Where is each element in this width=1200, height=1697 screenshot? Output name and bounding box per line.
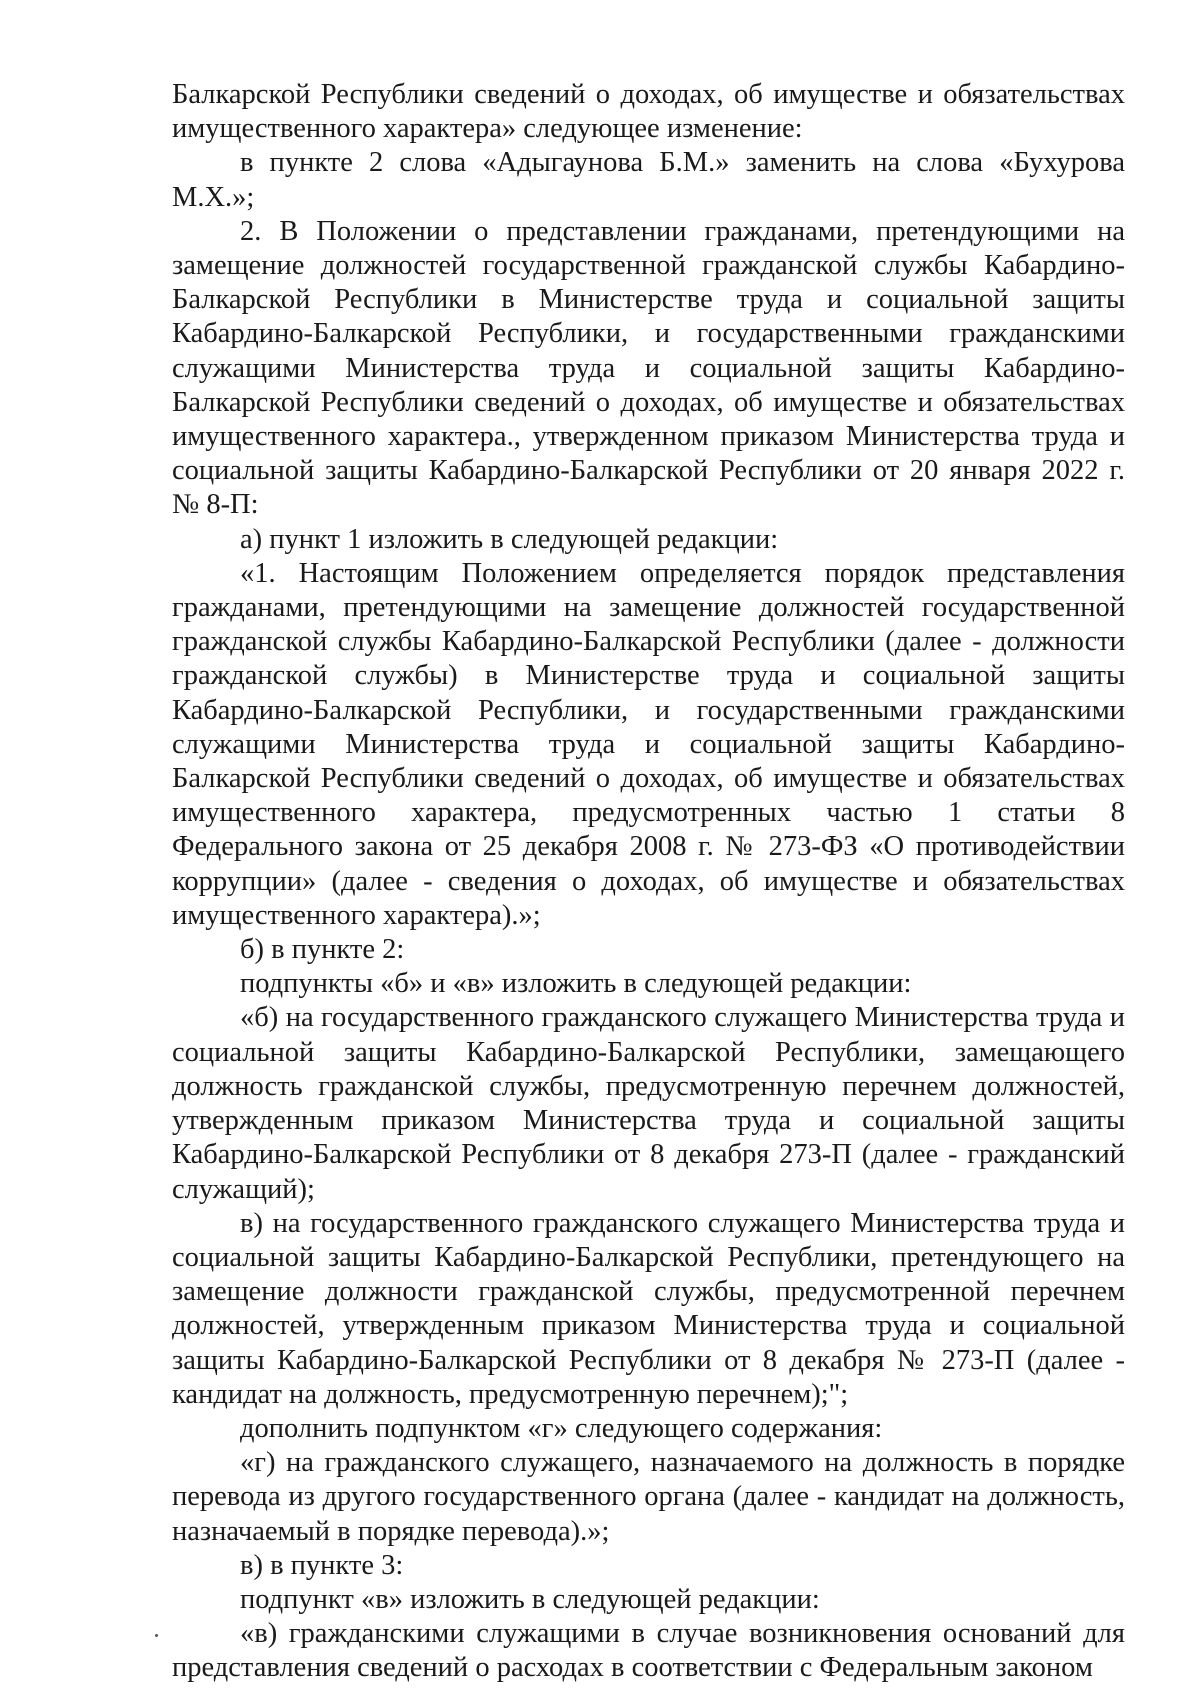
paragraph-subitem-a: а) пункт 1 изложить в следующей редакции: <box>240 523 779 555</box>
paragraph-subitem-g-text: «г) на гражданского служащего, назначаемого на должность в порядке перевода из другого государственного органа (далее - кандидат на должность, назначаемый в порядке перевода).»; <box>172 1447 1125 1547</box>
paragraph-subitems-intro: подпункты «б» и «в» изложить в следующей редакции: <box>240 968 912 1000</box>
paragraph-subitem-v-item-3-text: «в) гражданскими служащими в случае возникновения оснований для представления сведений о расходах в соответствии с Федеральным законом <box>172 1618 1125 1684</box>
paragraph-item-2-replacement: в пункте 2 слова «Адыгаунова Б.М.» заменить на слова «Бухурова М.Х.»; <box>172 147 1125 213</box>
paragraph-continuation: Балкарской Республики сведений о доходах, об имуществе и обязательствах имущественного характера» следующее изменение: <box>172 79 1125 145</box>
paragraph-subitem-v-text: в) на государственного гражданского служащего Министерства труда и социальной защиты Кабардино-Балкарской Республики, претендующего на замещение должности гражданской службы, предусмотренной перечнем должностей, утвержденным приказом Министерства труда и социальной защиты Кабардино-Балкарской Республики от 8 декабря № 273-П (далее - кандидат на должность, предусмотренную перечнем);"; <box>172 1207 1125 1410</box>
scan-artifact-dot <box>155 1634 158 1637</box>
paragraph-add-subitem-g: дополнить подпунктом «г» следующего содержания: <box>240 1412 883 1444</box>
paragraph-subitem-b: б) в пункте 2: <box>240 934 405 966</box>
paragraph-subitem-b-text: «б) на государственного гражданского служащего Министерства труда и социальной защиты Кабардино-Балкарской Республики, замещающего должность гражданской службы, предусмотренную перечнем должностей, утвержденным приказом Министерства труда и социальной защиты Кабардино-Балкарской Республики от 8 декабря 273-П (далее - гражданский служащий); <box>172 1002 1125 1205</box>
paragraph-section-2: 2. В Положении о представлении гражданами, претендующими на замещение должностей государственной гражданской службы Кабардино-Балкарской Республики в Министерстве труда и социальной защиты Кабардино-Балкарской Республики, и государственными гражданскими служащими Министерства труда и социальной защиты Кабардино-Балкарской Республики сведений о доходах, об имуществе и обязательствах имущественного характера., утвержденном приказом Министерства труда и социальной защиты Кабардино-Балкарской Республики от 20 января 2022 г. № 8-П: <box>172 215 1125 521</box>
document-body <box>172 78 1125 1686</box>
paragraph-item-1-text: «1. Настоящим Положением определяется порядок представления гражданами, претендующими на замещение должностей государственной гражданской службы Кабардино-Балкарской Республики (далее - должности гражданской службы) в Министерстве труда и социальной защиты Кабардино-Балкарской Республики, и государственными гражданскими служащими Министерства труда и социальной защиты Кабардино-Балкарской Республики сведений о доходах, об имуществе и обязательствах имущественного характера, предусмотренных частью 1 статьи 8 Федерального закона от 25 декабря 2008 г. № 273-ФЗ «О противодействии коррупции» (далее - сведения о доходах, об имуществе и обязательствах имущественного характера).»; <box>172 557 1125 931</box>
paragraph-subitem-v-intro: подпункт «в» изложить в следующей редакции: <box>240 1583 820 1615</box>
paragraph-subitem-v-item-3: в) в пункте 3: <box>240 1549 404 1581</box>
